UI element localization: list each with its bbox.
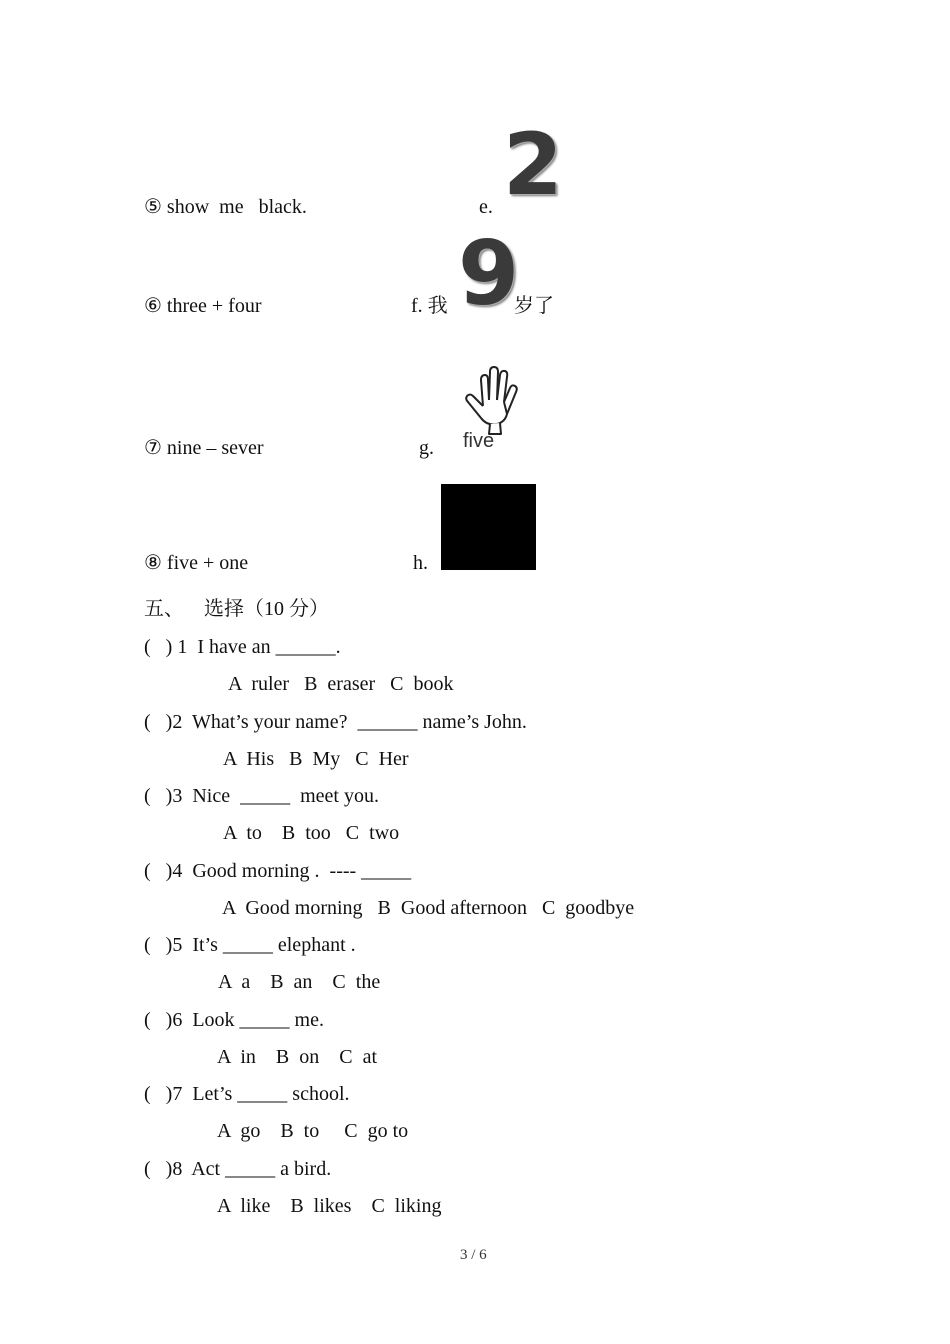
digit-two-image: 2	[503, 115, 561, 215]
options-8: A like B likes C liking	[217, 1195, 442, 1217]
options-4: A Good morning B Good afternoon C goodbye	[222, 897, 635, 919]
question-5: ( )5 It’s _____ elephant .	[144, 934, 356, 956]
question-2: ( )2 What’s your name? ______ name’s John.	[144, 711, 527, 733]
match-letter-e: e.	[479, 196, 493, 218]
match-f-suffix: 岁了	[514, 295, 554, 317]
match-letter-g: g.	[419, 437, 434, 459]
open-hand-icon	[455, 348, 515, 418]
options-2: A His B My C Her	[223, 748, 409, 770]
black-color-square	[441, 484, 536, 570]
section-title: 五、 选择（10 分）	[144, 598, 329, 620]
options-3: A to B too C two	[223, 822, 400, 844]
question-8: ( )8 Act _____ a bird.	[144, 1158, 332, 1180]
options-1: A ruler B eraser C book	[228, 673, 454, 695]
digit-nine-image: 9	[458, 222, 518, 325]
options-6: A in B on C at	[217, 1046, 378, 1068]
match-item-5: ⑤ show me black.	[144, 196, 307, 218]
question-3: ( )3 Nice _____ meet you.	[144, 785, 379, 807]
question-4: ( )4 Good morning . ---- _____	[144, 860, 412, 882]
question-1: ( ) 1 I have an ______.	[144, 636, 341, 658]
five-word-label: five	[463, 430, 495, 452]
match-item-7: ⑦ nine – sever	[144, 437, 264, 459]
options-7: A go B to C go to	[217, 1120, 409, 1142]
match-letter-f: f. 我	[411, 295, 448, 317]
page-number: 3 / 6	[460, 1247, 487, 1263]
question-6: ( )6 Look _____ me.	[144, 1009, 324, 1031]
match-item-8: ⑧ five + one	[144, 552, 249, 574]
options-5: A a B an C the	[218, 971, 381, 993]
match-item-6: ⑥ three + four	[144, 295, 262, 317]
question-7: ( )7 Let’s _____ school.	[144, 1083, 350, 1105]
match-letter-h: h.	[413, 552, 428, 574]
